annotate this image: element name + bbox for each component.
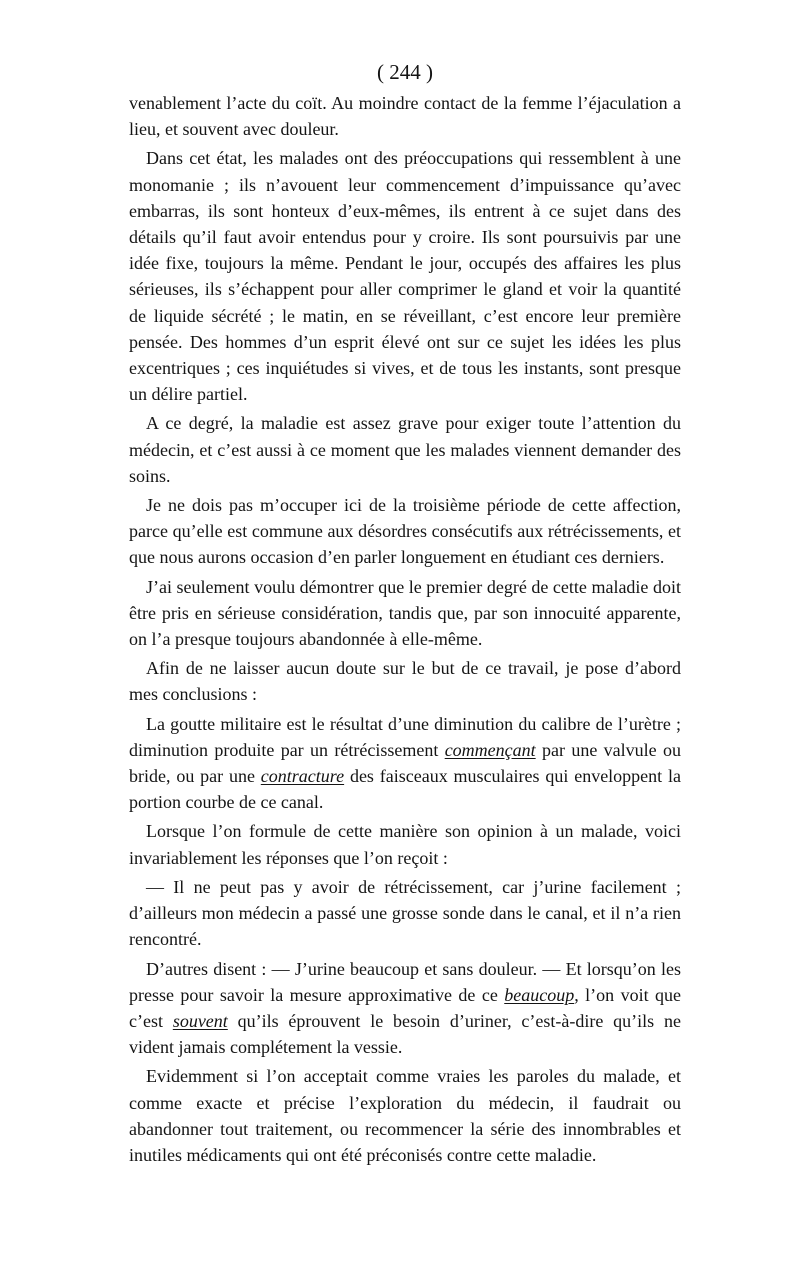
book-page bbox=[129, 58, 681, 1168]
paragraph bbox=[129, 1063, 681, 1168]
paragraph bbox=[129, 711, 681, 816]
text-run: venablement l’acte du coït. Au moindre contact de la femme l’éjaculation a lieu, et souvent avec douleur. bbox=[129, 93, 681, 140]
paragraph bbox=[129, 410, 681, 489]
text-run: Dans cet état, les malades ont des préoccupations qui ressemblent à une monomanie ; ils n’avouent leur commencement d’impuissance qu’avec embarras, ils sont honteux d’eux-mêmes, ils entrent à ce sujet dans des détails qu’il faut avoir entendus pour y croire. Ils sont poursuivis par une idée fixe, toujours la même. Pendant le jour, occupés des affaires les plus sérieuses, ils s’échappent pour aller comprimer le gland et voir la quantité de liquide sécrété ; le matin, en se réveillant, c’est encore leur première pensée. Des hommes d’un esprit élevé ont sur ce sujet les idées les plus excentriques ; ces inquiétudes si vives, et de tous les instants, sont presque un délire partiel. bbox=[129, 148, 681, 405]
text-run: par une valvule ou bride, ou par une bbox=[129, 739, 682, 787]
text-run: , l’on voit que c’est bbox=[129, 984, 681, 1031]
emphasized-text: contracture bbox=[260, 766, 345, 787]
emphasized-text: souvent bbox=[172, 1010, 228, 1031]
paragraph bbox=[129, 956, 681, 1061]
text-run: — Il ne peut pas y avoir de rétrécissement, car j’urine facilement ; d’ailleurs mon médecin a passé une grosse sonde dans le canal, et il n’a rien rencontré. bbox=[129, 876, 681, 950]
text-run: Je ne dois pas m’occuper ici de la troisième période de cette affection, parce qu’elle est commune aux désordres consécutifs aux rétrécissements, et que nous aurons occasion d’en parler longuement en étudiant ces derniers. bbox=[129, 495, 681, 568]
emphasized-text: beaucoup bbox=[504, 984, 575, 1005]
paragraph bbox=[129, 874, 681, 953]
text-run: des faisceaux musculaires qui enveloppent la portion courbe de ce canal. bbox=[129, 766, 681, 813]
text-run: Lorsque l’on formule de cette manière son opinion à un malade, voici invariablement les réponses que l’on reçoit : bbox=[129, 821, 681, 868]
page-number: ( 244 ) bbox=[377, 60, 433, 84]
body-text bbox=[129, 90, 681, 1168]
text-run: La goutte militaire est le résultat d’une diminution du calibre de l’urètre ; diminution produite par un rétrécissement bbox=[129, 713, 681, 760]
text-run: D’autres disent : — J’urine beaucoup et sans douleur. — Et lorsqu’on les presse pour savoir la mesure approximative de ce bbox=[129, 958, 681, 1005]
text-run: Afin de ne laisser aucun doute sur le but de ce travail, je pose d’abord mes conclusions : bbox=[129, 658, 681, 705]
paragraph bbox=[129, 574, 681, 653]
paragraph bbox=[129, 90, 681, 142]
text-run: A ce degré, la maladie est assez grave pour exiger toute l’attention du médecin, et c’est aussi à ce moment que les malades viennent demander des soins. bbox=[129, 413, 681, 486]
paragraph bbox=[129, 145, 681, 407]
text-run: J’ai seulement voulu démontrer que le premier degré de cette maladie doit être pris en sérieuse considération, tandis que, par son innocuité apparente, on l’a presque toujours abandonnée à elle-même. bbox=[129, 576, 681, 650]
text-run: qu’ils éprouvent le besoin d’uriner, c’est-à-dire qu’ils ne vident jamais complétement la vessie. bbox=[129, 1010, 681, 1058]
emphasized-text: commençant bbox=[444, 739, 536, 760]
paragraph bbox=[129, 655, 681, 707]
paragraph bbox=[129, 818, 681, 870]
paragraph bbox=[129, 492, 681, 571]
text-run: Evidemment si l’on acceptait comme vraies les paroles du malade, et comme exacte et précise l’exploration du médecin, il faudrait ou abandonner tout traitement, ou recommencer la série des innombrables et inutiles médicaments qui ont été préconisés contre cette maladie. bbox=[129, 1066, 681, 1165]
